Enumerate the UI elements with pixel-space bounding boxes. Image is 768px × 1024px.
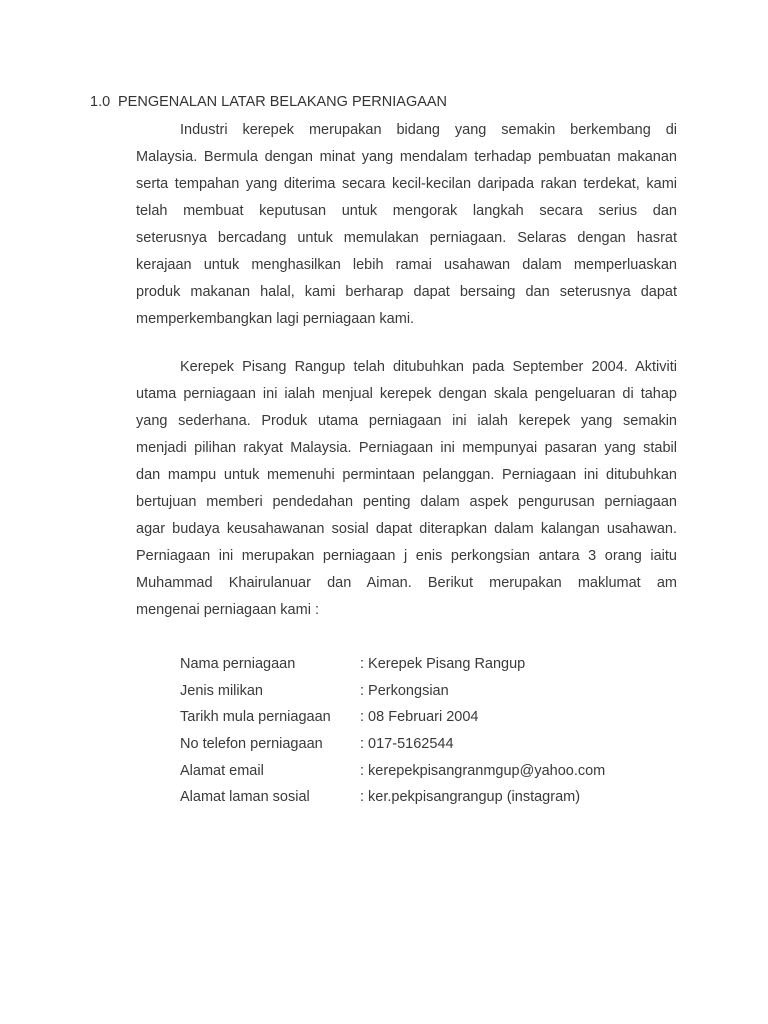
info-row-social — [180, 784, 605, 811]
info-value: : Perkongsian — [360, 682, 449, 699]
paragraph-line: mengenai perniagaan kami : — [136, 602, 319, 618]
paragraph-line: serta tempahan yang diterima secara kecil-kecilan daripada rakan terdekat, kami — [136, 176, 677, 192]
info-row-phone — [180, 731, 605, 758]
info-row-start-date — [180, 704, 605, 731]
paragraph-line: yang sederhana. Produk utama perniagaan ini ialah kerepek yang semakin — [136, 413, 677, 429]
info-row-ownership-type — [180, 678, 605, 705]
info-label: Alamat email — [180, 762, 264, 779]
paragraph-line: menjadi pilihan rakyat Malaysia. Perniagaan ini mempunyai pasaran yang stabil — [136, 440, 677, 456]
section-title: PENGENALAN LATAR BELAKANG PERNIAGAAN — [118, 94, 448, 110]
paragraph-line: bertujuan memberi pendedahan penting dalam aspek pengurusan perniagaan — [136, 494, 677, 510]
paragraph-line: Perniagaan ini merupakan perniagaan j enis perkongsian antara 3 orang iaitu — [136, 548, 677, 564]
info-label: Nama perniagaan — [180, 656, 296, 672]
paragraph-line: telah membuat keputusan untuk mengorak langkah secara serius dan — [136, 203, 677, 219]
section-heading — [90, 92, 447, 112]
info-row-business-name — [180, 651, 605, 678]
paragraph-line: utama perniagaan ini ialah menjual kerepek dengan skala pengeluaran di tahap — [136, 386, 677, 402]
info-label: Tarikh mula perniagaan — [180, 709, 331, 726]
paragraph-line: dan mampu untuk memenuhi permintaan pelanggan. Perniagaan ini ditubuhkan — [136, 467, 677, 483]
paragraph-line: Muhammad Khairulanuar dan Aiman. Berikut merupakan maklumat am — [136, 575, 677, 591]
paragraph-business-description — [136, 354, 677, 624]
info-value: : Kerepek Pisang Rangup — [360, 656, 526, 672]
paragraph-line: Malaysia. Bermula dengan minat yang mendalam terhadap pembuatan makanan — [136, 149, 677, 165]
paragraph-line: produk makanan halal, kami berharap dapat bersaing dan seterusnya dapat — [136, 284, 677, 300]
info-value: : ker.pekpisangrangup (instagram) — [360, 789, 581, 806]
info-row-email — [180, 758, 605, 785]
section-number: 1.0 — [90, 94, 111, 110]
info-value: : 017-5162544 — [360, 736, 454, 753]
paragraph-line: memperkembangkan lagi perniagaan kami. — [136, 311, 415, 327]
paragraph-intro — [136, 117, 677, 333]
paragraph-line: Industri kerepek merupakan bidang yang semakin berkembang di — [180, 122, 677, 138]
info-label: No telefon perniagaan — [180, 736, 323, 753]
paragraph-line: Kerepek Pisang Rangup telah ditubuhkan pada September 2004. Aktiviti — [180, 359, 677, 375]
paragraph-line: seterusnya bercadang untuk memulakan perniagaan. Selaras dengan hasrat — [136, 230, 677, 246]
info-label: Alamat laman sosial — [180, 789, 310, 806]
info-label: Jenis milikan — [180, 682, 263, 699]
info-value: : kerepekpisangranmgup@yahoo.com — [360, 762, 606, 779]
info-value: : 08 Februari 2004 — [360, 709, 479, 726]
business-info-list — [180, 651, 605, 811]
paragraph-line: kerajaan untuk menghasilkan lebih ramai usahawan dalam memperluaskan — [136, 257, 677, 273]
paragraph-line: agar budaya keusahawanan sosial dapat diterapkan dalam kalangan usahawan. — [136, 521, 677, 537]
